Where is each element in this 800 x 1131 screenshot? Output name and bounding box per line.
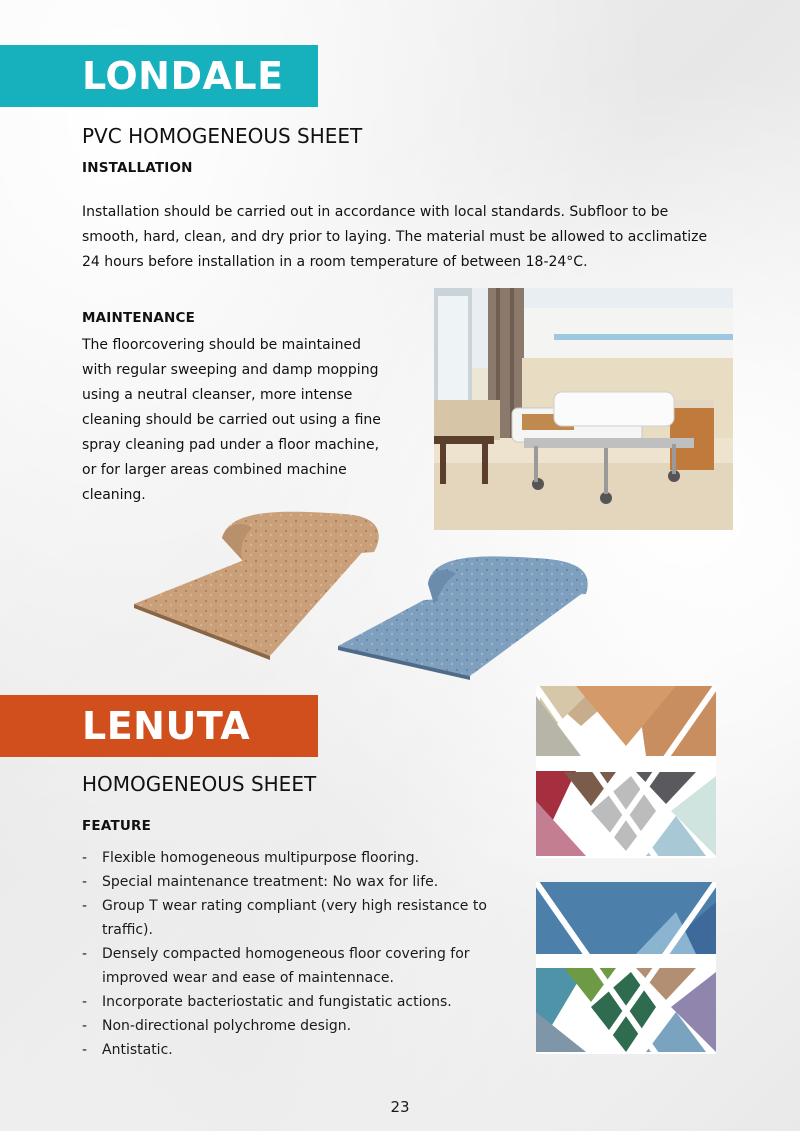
feature-item <box>82 894 512 942</box>
page-number: 23 <box>390 1098 410 1116</box>
feature-text: Non-directional polychrome design. <box>102 1018 352 1034</box>
bullet-dash: - <box>82 1042 88 1058</box>
lenuta-banner <box>0 695 318 757</box>
feature-text: Group T wear rating compliant (very high resistance to traffic). <box>102 898 487 938</box>
bullet-dash: - <box>82 898 88 914</box>
color-swatches-warm <box>536 686 716 858</box>
londale-subtitle: PVC HOMOGENEOUS SHEET <box>82 124 363 148</box>
feature-text: Incorporate bacteriostatic and fungistatic actions. <box>102 994 452 1010</box>
feature-item <box>82 870 512 894</box>
flooring-rolls-illustration <box>134 508 594 680</box>
feature-text: Flexible homogeneous multipurpose flooring. <box>102 850 420 866</box>
color-swatches-cool <box>536 882 716 1054</box>
bullet-dash: - <box>82 946 88 962</box>
feature-text: Antistatic. <box>102 1042 173 1058</box>
lenuta-subtitle: HOMOGENEOUS SHEET <box>82 772 317 796</box>
bullet-dash: - <box>82 874 88 890</box>
bullet-dash: - <box>82 1018 88 1034</box>
feature-item <box>82 990 512 1014</box>
lenuta-title: LENUTA <box>82 704 251 748</box>
feature-item <box>82 846 512 870</box>
feature-item <box>82 1014 512 1038</box>
installation-heading: INSTALLATION <box>82 160 193 176</box>
installation-text: Installation should be carried out in accordance with local standards. Subfloor to be smooth, hard, clean, and dry prior to laying. The material must be allowed to acclimatize 24 hours before installation in a room temperature of between 18-24°C. <box>82 204 708 270</box>
hospital-room-photo <box>434 288 733 530</box>
bullet-dash: - <box>82 850 88 866</box>
maintenance-text: The floorcovering should be maintained with regular sweeping and damp mopping using a neutral cleanser, more intense cleaning should be carried out using a fine spray cleaning pad under a floor machine, or for larger areas combined machine cleaning. <box>82 337 381 503</box>
bullet-dash: - <box>82 994 88 1010</box>
londale-title: LONDALE <box>82 54 284 98</box>
maintenance-heading: MAINTENANCE <box>82 310 196 326</box>
feature-text: Special maintenance treatment: No wax for life. <box>102 874 439 890</box>
feature-item <box>82 942 512 990</box>
feature-list <box>82 846 512 1062</box>
feature-item <box>82 1038 512 1062</box>
feature-text: Densely compacted homogeneous floor covering for improved wear and ease of maintennace. <box>102 946 470 986</box>
londale-banner <box>0 45 318 107</box>
feature-heading: FEATURE <box>82 818 152 834</box>
